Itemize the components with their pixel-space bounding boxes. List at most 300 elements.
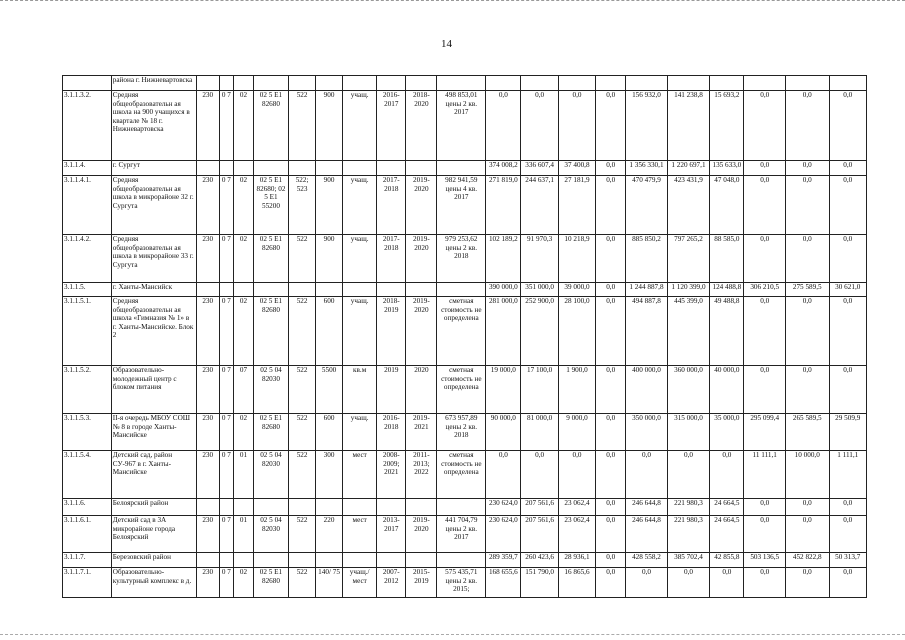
- table-cell: 230: [196, 91, 219, 161]
- table-cell: 16 865,6: [558, 568, 595, 598]
- table-cell: II-я очередь МБОУ СОШ № 8 в городе Ханты-Мансийске: [111, 414, 196, 451]
- table-cell: 0,0: [829, 176, 866, 235]
- table-cell: [377, 161, 406, 176]
- table-cell: 28 100,0: [558, 297, 595, 366]
- table-cell: [219, 499, 234, 516]
- table-cell: 1 900,0: [558, 366, 595, 414]
- table-cell: 522: [289, 414, 316, 451]
- table-cell: 02: [234, 91, 254, 161]
- table-cell: 0,0: [596, 516, 626, 553]
- table-cell: [289, 283, 316, 297]
- table-cell: 28 936,1: [558, 553, 595, 568]
- table-cell: 3.1.1.5.2.: [63, 366, 112, 414]
- table-cell: 230: [196, 235, 219, 283]
- table-cell: 0,0: [596, 451, 626, 499]
- table-cell: 91 970,3: [521, 235, 558, 283]
- table-cell: 336 607,4: [521, 161, 558, 176]
- table-cell: 40 000,0: [710, 366, 744, 414]
- table-cell: 1 220 697,1: [667, 161, 710, 176]
- table-cell: [406, 499, 437, 516]
- table-cell: 2018-2019: [377, 297, 406, 366]
- table-cell: 221 980,3: [667, 499, 710, 516]
- table-cell: 252 900,0: [521, 297, 558, 366]
- table-cell: 265 589,5: [785, 414, 829, 451]
- table-cell: Средняя общеобразовательн ая школа на 900 учащихся в квартале № 18 г. Нижневартовска: [111, 91, 196, 161]
- table-cell: 124 488,8: [710, 283, 744, 297]
- table-cell: 0,0: [596, 499, 626, 516]
- table-cell: 260 423,6: [521, 553, 558, 568]
- table-cell: 0,0: [785, 91, 829, 161]
- table-cell: 900: [316, 176, 343, 235]
- table-cell: [829, 76, 866, 91]
- table-cell: [253, 499, 288, 516]
- table-cell: 2020: [406, 366, 437, 414]
- table-cell: 0,0: [829, 516, 866, 553]
- table-row: [63, 568, 867, 598]
- table-cell: кв.м: [343, 366, 377, 414]
- table-cell: 230: [196, 451, 219, 499]
- table-cell: 49 488,8: [710, 297, 744, 366]
- table-cell: Детский сад, район СУ-967 в г. Ханты-Мансийске: [111, 451, 196, 499]
- table-cell: 19 000,0: [486, 366, 521, 414]
- table-cell: 23 062,4: [558, 516, 595, 553]
- table-cell: 350 000,0: [626, 414, 667, 451]
- table-cell: [63, 76, 112, 91]
- table-cell: 23 062,4: [558, 499, 595, 516]
- table-cell: 0,0: [744, 235, 785, 283]
- table-row: [63, 161, 867, 176]
- table-cell: учащ./ мест: [343, 568, 377, 598]
- table-cell: 2017-2018: [377, 235, 406, 283]
- table-cell: 0,0: [829, 499, 866, 516]
- table-cell: 0,0: [667, 451, 710, 499]
- table-cell: Березовский район: [111, 553, 196, 568]
- table-cell: [437, 283, 486, 297]
- table-cell: 3.1.1.7.1.: [63, 568, 112, 598]
- table-cell: 522: [289, 235, 316, 283]
- table-cell: [744, 76, 785, 91]
- table-cell: 230: [196, 414, 219, 451]
- table-cell: 0,0: [785, 568, 829, 598]
- table-cell: [253, 553, 288, 568]
- table-cell: 0,0: [744, 91, 785, 161]
- table-cell: района г. Нижневартовска: [111, 76, 196, 91]
- table-cell: 522; 523: [289, 176, 316, 235]
- table-cell: 3.1.1.5.4.: [63, 451, 112, 499]
- table-cell: 0,0: [596, 176, 626, 235]
- table-cell: [343, 161, 377, 176]
- table-cell: 900: [316, 91, 343, 161]
- table-cell: 306 210,5: [744, 283, 785, 297]
- table-cell: [196, 283, 219, 297]
- table-cell: [289, 499, 316, 516]
- table-cell: 151 790,0: [521, 568, 558, 598]
- table-cell: 102 189,2: [486, 235, 521, 283]
- table-cell: 0,0: [596, 553, 626, 568]
- table-cell: 0,0: [710, 568, 744, 598]
- table-cell: 0 7: [219, 91, 234, 161]
- table-cell: 42 855,8: [710, 553, 744, 568]
- table-cell: 452 822,8: [785, 553, 829, 568]
- table-cell: 600: [316, 297, 343, 366]
- table-cell: [377, 76, 406, 91]
- table-cell: 168 655,6: [486, 568, 521, 598]
- page-bottom-edge: [0, 634, 905, 638]
- table-cell: 0,0: [785, 366, 829, 414]
- table-cell: Белоярский район: [111, 499, 196, 516]
- table-row: [63, 283, 867, 297]
- table-cell: 230 624,0: [486, 516, 521, 553]
- table-cell: [596, 76, 626, 91]
- table-cell: [196, 553, 219, 568]
- table-cell: 3.1.1.5.1.: [63, 297, 112, 366]
- table-cell: 50 313,7: [829, 553, 866, 568]
- table-cell: 207 561,6: [521, 516, 558, 553]
- table-cell: 9 000,0: [558, 414, 595, 451]
- table-cell: 230: [196, 366, 219, 414]
- table-cell: 37 400,8: [558, 161, 595, 176]
- table-cell: 289 359,7: [486, 553, 521, 568]
- table-cell: 0 7: [219, 516, 234, 553]
- table-cell: 1 111,1: [829, 451, 866, 499]
- table-cell: сметная стоимость не определена: [437, 451, 486, 499]
- table-cell: 0,0: [626, 568, 667, 598]
- table-cell: 2018-2020: [406, 91, 437, 161]
- table-cell: 522: [289, 297, 316, 366]
- table-cell: Средняя общеобразовательн ая школа «Гимназия № 1» в г. Ханты-Мансийске. Блок 2: [111, 297, 196, 366]
- table-cell: [253, 161, 288, 176]
- table-cell: 2017-2018: [377, 176, 406, 235]
- table-cell: 315 000,0: [667, 414, 710, 451]
- table-cell: 2015-2019: [406, 568, 437, 598]
- table-cell: [667, 76, 710, 91]
- table-cell: 47 048,0: [710, 176, 744, 235]
- table-cell: 24 664,5: [710, 516, 744, 553]
- table-cell: [253, 76, 288, 91]
- table-cell: учащ.: [343, 176, 377, 235]
- table-cell: 1 120 399,0: [667, 283, 710, 297]
- table-cell: [406, 283, 437, 297]
- table-cell: 02: [234, 235, 254, 283]
- table-cell: 230 624,0: [486, 499, 521, 516]
- table-cell: 0,0: [521, 91, 558, 161]
- table-cell: 0,0: [744, 499, 785, 516]
- table-cell: [316, 499, 343, 516]
- table-cell: [289, 553, 316, 568]
- table-cell: 0,0: [829, 161, 866, 176]
- table-cell: 982 941,59 цены 4 кв. 2017: [437, 176, 486, 235]
- table-cell: 2013-2017: [377, 516, 406, 553]
- budget-table: [62, 75, 867, 598]
- table-cell: 1 244 887,8: [626, 283, 667, 297]
- table-cell: 385 702,4: [667, 553, 710, 568]
- table-cell: 02 5 04 82030: [253, 451, 288, 499]
- table-cell: 220: [316, 516, 343, 553]
- table-cell: 0,0: [785, 161, 829, 176]
- table-cell: 0,0: [558, 91, 595, 161]
- table-row: [63, 76, 867, 91]
- table-cell: 3.1.1.3.2.: [63, 91, 112, 161]
- table-cell: 0,0: [785, 297, 829, 366]
- table-cell: [219, 553, 234, 568]
- table-cell: 0 7: [219, 235, 234, 283]
- table-cell: 0,0: [596, 414, 626, 451]
- table-cell: 90 000,0: [486, 414, 521, 451]
- table-cell: 0,0: [596, 91, 626, 161]
- table-row: [63, 235, 867, 283]
- table-cell: [196, 76, 219, 91]
- table-cell: 360 000,0: [667, 366, 710, 414]
- table-cell: [406, 161, 437, 176]
- table-cell: 0,0: [829, 297, 866, 366]
- table-cell: [253, 283, 288, 297]
- table-cell: 0,0: [744, 366, 785, 414]
- table-cell: 673 957,89 цены 2 кв. 2018: [437, 414, 486, 451]
- table-cell: 1 356 330,1: [626, 161, 667, 176]
- table-cell: 2016-2017: [377, 91, 406, 161]
- table-cell: [234, 76, 254, 91]
- table-cell: 0,0: [596, 235, 626, 283]
- table-cell: 0,0: [744, 176, 785, 235]
- table-row: [63, 553, 867, 568]
- table-cell: 02 5 Е1 82680: [253, 568, 288, 598]
- table-row: [63, 176, 867, 235]
- table-cell: 81 000,0: [521, 414, 558, 451]
- table-cell: 207 561,6: [521, 499, 558, 516]
- table-cell: 0,0: [596, 366, 626, 414]
- table-cell: 271 819,0: [486, 176, 521, 235]
- table-cell: 27 181,9: [558, 176, 595, 235]
- table-row: [63, 414, 867, 451]
- table-cell: 0,0: [785, 516, 829, 553]
- table-cell: 10 000,0: [785, 451, 829, 499]
- table-cell: [234, 499, 254, 516]
- table-cell: [289, 76, 316, 91]
- table-cell: [234, 161, 254, 176]
- table-cell: 0,0: [744, 297, 785, 366]
- table-cell: 24 664,5: [710, 499, 744, 516]
- table-cell: 246 644,8: [626, 499, 667, 516]
- table-cell: 2011-2013; 2022: [406, 451, 437, 499]
- table-cell: [437, 499, 486, 516]
- table-cell: 979 253,62 цены 2 кв. 2018: [437, 235, 486, 283]
- table-cell: сметная стоимость не определена: [437, 297, 486, 366]
- table-cell: [219, 283, 234, 297]
- table-cell: 02: [234, 414, 254, 451]
- table-cell: 02: [234, 568, 254, 598]
- table-cell: [219, 76, 234, 91]
- table-cell: 400 000,0: [626, 366, 667, 414]
- table-cell: 522: [289, 516, 316, 553]
- table-cell: 2019: [377, 366, 406, 414]
- table-cell: [785, 76, 829, 91]
- table-cell: 0,0: [785, 176, 829, 235]
- table-cell: 575 435,71 цены 2 кв. 2015;: [437, 568, 486, 598]
- table-cell: 0,0: [486, 91, 521, 161]
- table-cell: [316, 553, 343, 568]
- table-cell: [377, 283, 406, 297]
- table-cell: 02 5 Е1 82680: [253, 414, 288, 451]
- table-cell: 02 5 04 82030: [253, 516, 288, 553]
- table-cell: 351 000,0: [521, 283, 558, 297]
- table-cell: 0,0: [486, 451, 521, 499]
- table-cell: 470 479,9: [626, 176, 667, 235]
- table-cell: 503 136,5: [744, 553, 785, 568]
- table-cell: 2016-2018: [377, 414, 406, 451]
- table-cell: 0,0: [744, 516, 785, 553]
- table-cell: [316, 283, 343, 297]
- table-cell: 0,0: [596, 568, 626, 598]
- table-cell: [343, 76, 377, 91]
- page-number: 14: [441, 38, 452, 50]
- table-cell: Средняя общеобразовательн ая школа в микрорайоне 33 г. Сургута: [111, 235, 196, 283]
- table-cell: 02 5 Е1 82680; 02 5 Е1 55200: [253, 176, 288, 235]
- table-cell: [377, 499, 406, 516]
- table-cell: [234, 553, 254, 568]
- table-cell: 02 5 04 82030: [253, 366, 288, 414]
- table-cell: [316, 161, 343, 176]
- table-cell: [558, 76, 595, 91]
- table-cell: [343, 499, 377, 516]
- table-cell: 885 850,2: [626, 235, 667, 283]
- table-cell: 221 980,3: [667, 516, 710, 553]
- table-cell: 3.1.1.4.1.: [63, 176, 112, 235]
- table-cell: 522: [289, 451, 316, 499]
- page-top-edge: [0, 0, 905, 4]
- table-cell: 494 887,8: [626, 297, 667, 366]
- table-cell: [343, 283, 377, 297]
- table-cell: 2019-2020: [406, 235, 437, 283]
- table-cell: 0 7: [219, 568, 234, 598]
- table-body: [63, 76, 867, 598]
- table-cell: 445 399,0: [667, 297, 710, 366]
- table-cell: 230: [196, 568, 219, 598]
- table-cell: [626, 76, 667, 91]
- table-cell: 0,0: [829, 568, 866, 598]
- table-cell: 135 633,0: [710, 161, 744, 176]
- table-cell: 0,0: [785, 235, 829, 283]
- table-cell: 5500: [316, 366, 343, 414]
- table-row: [63, 499, 867, 516]
- table-cell: 3.1.1.7.: [63, 553, 112, 568]
- table-cell: [437, 161, 486, 176]
- table-cell: Образовательно-культурный комплекс в д.: [111, 568, 196, 598]
- table-cell: 02 5 Е1 82680: [253, 297, 288, 366]
- table-cell: 30 621,0: [829, 283, 866, 297]
- table-row: [63, 297, 867, 366]
- table-cell: сметная стоимость не определена: [437, 366, 486, 414]
- table-cell: 3.1.1.5.3.: [63, 414, 112, 451]
- table-cell: 10 218,9: [558, 235, 595, 283]
- table-cell: 230: [196, 297, 219, 366]
- table-cell: 3.1.1.4.2.: [63, 235, 112, 283]
- table-cell: 423 431,9: [667, 176, 710, 235]
- table-cell: 0 7: [219, 451, 234, 499]
- table-cell: 0,0: [829, 235, 866, 283]
- table-cell: 02: [234, 297, 254, 366]
- table-cell: 0 7: [219, 297, 234, 366]
- table-cell: 3.1.1.5.: [63, 283, 112, 297]
- table-cell: мест: [343, 451, 377, 499]
- table-cell: 522: [289, 91, 316, 161]
- table-cell: 3.1.1.4.: [63, 161, 112, 176]
- table-cell: 230: [196, 516, 219, 553]
- table-cell: 498 853,01 цены 2 кв. 2017: [437, 91, 486, 161]
- table-cell: [406, 553, 437, 568]
- table-cell: [316, 76, 343, 91]
- table-row: [63, 451, 867, 499]
- table-cell: 2019-2020: [406, 176, 437, 235]
- table-cell: 156 932,0: [626, 91, 667, 161]
- table-cell: 900: [316, 235, 343, 283]
- table-cell: 3.1.1.6.1.: [63, 516, 112, 553]
- table-cell: [343, 553, 377, 568]
- table-cell: 2007-2012: [377, 568, 406, 598]
- table-cell: 230: [196, 176, 219, 235]
- table-cell: 600: [316, 414, 343, 451]
- table-cell: [289, 161, 316, 176]
- table-cell: 07: [234, 366, 254, 414]
- table-cell: [219, 161, 234, 176]
- table-cell: 0,0: [596, 297, 626, 366]
- table-cell: 01: [234, 516, 254, 553]
- table-cell: [234, 283, 254, 297]
- table-cell: [437, 553, 486, 568]
- table-cell: 0,0: [626, 451, 667, 499]
- table-cell: [710, 76, 744, 91]
- table-cell: 244 637,1: [521, 176, 558, 235]
- table-cell: 0,0: [785, 499, 829, 516]
- table-cell: 0,0: [667, 568, 710, 598]
- table-cell: учащ.: [343, 414, 377, 451]
- table-cell: 0 7: [219, 366, 234, 414]
- table-cell: [437, 76, 486, 91]
- table-cell: [406, 76, 437, 91]
- table-cell: 2019-2020: [406, 516, 437, 553]
- table-cell: 281 000,0: [486, 297, 521, 366]
- table-cell: 522: [289, 568, 316, 598]
- table-cell: учащ.: [343, 91, 377, 161]
- table-cell: учащ.: [343, 297, 377, 366]
- table-cell: 0,0: [744, 568, 785, 598]
- table-cell: 0,0: [521, 451, 558, 499]
- table-cell: 2019-2020: [406, 297, 437, 366]
- table-cell: 15 693,2: [710, 91, 744, 161]
- table-cell: 88 585,0: [710, 235, 744, 283]
- table-cell: учащ.: [343, 235, 377, 283]
- table-cell: 11 111,1: [744, 451, 785, 499]
- table-cell: 0 7: [219, 176, 234, 235]
- table-cell: 17 100,0: [521, 366, 558, 414]
- table-cell: 275 589,5: [785, 283, 829, 297]
- table-cell: Средняя общеобразовательн ая школа в микрорайоне 32 г. Сургута: [111, 176, 196, 235]
- table-row: [63, 366, 867, 414]
- table-cell: 0,0: [744, 161, 785, 176]
- table-cell: 2008-2009; 2021: [377, 451, 406, 499]
- table-cell: [377, 553, 406, 568]
- table-cell: 797 265,2: [667, 235, 710, 283]
- table-cell: 0,0: [558, 451, 595, 499]
- table-cell: Образовательно-молодежный центр с блоком питания: [111, 366, 196, 414]
- table-cell: [196, 161, 219, 176]
- table-cell: 374 008,2: [486, 161, 521, 176]
- table-cell: 35 000,0: [710, 414, 744, 451]
- table-cell: 390 000,0: [486, 283, 521, 297]
- table-cell: 522: [289, 366, 316, 414]
- table-cell: 141 238,8: [667, 91, 710, 161]
- table-cell: [196, 499, 219, 516]
- table-cell: 0,0: [596, 161, 626, 176]
